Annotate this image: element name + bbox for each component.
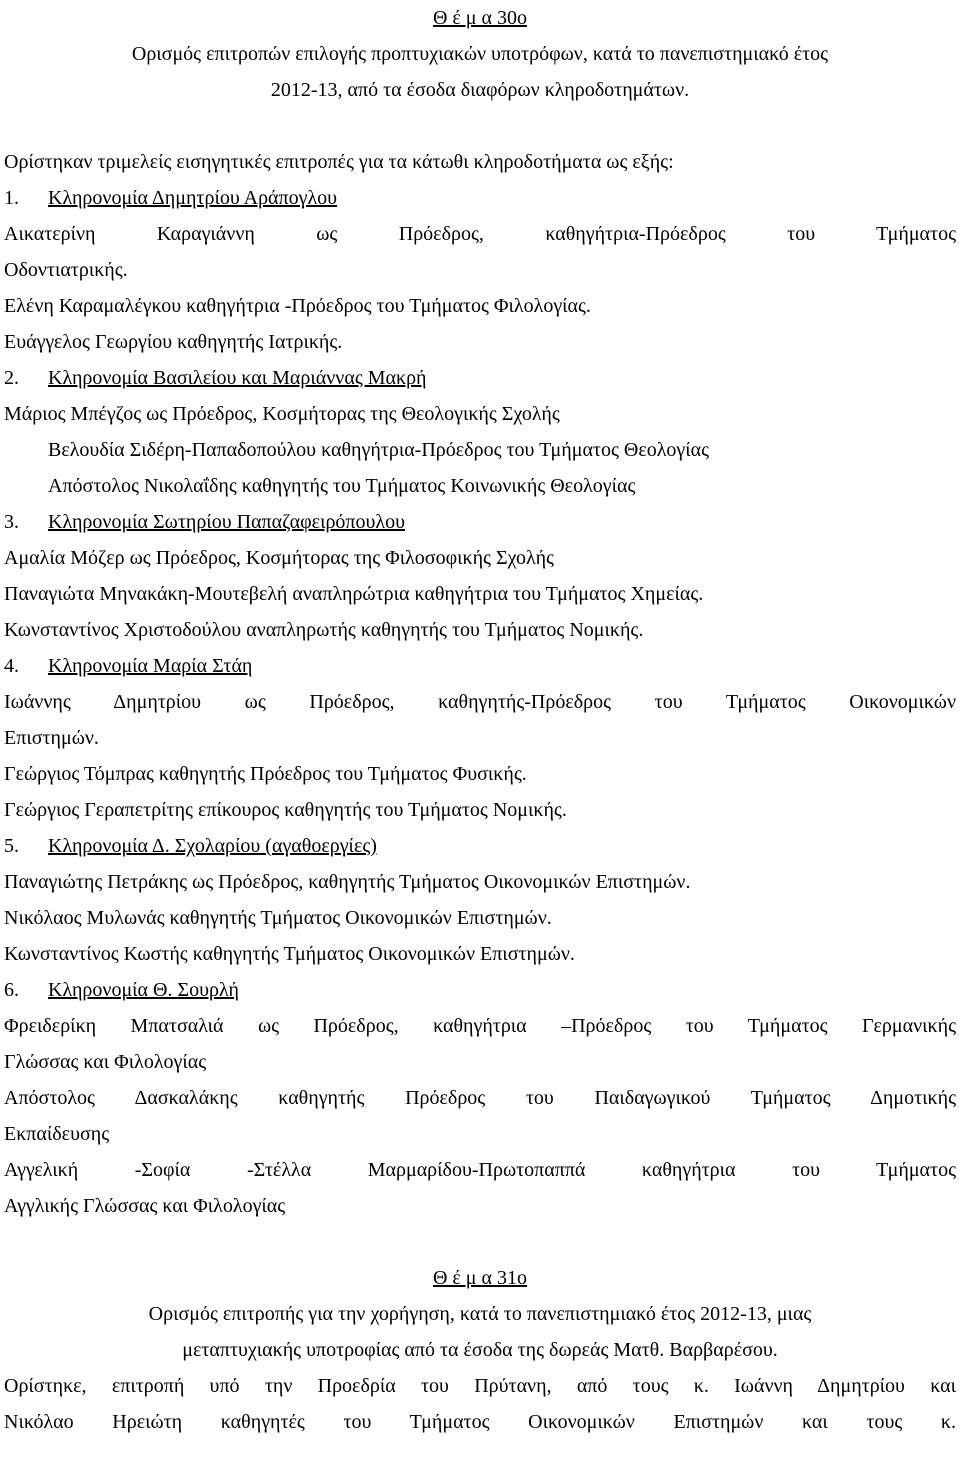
topic-30-heading: Θ έ μ α 30ο bbox=[432, 7, 528, 29]
bequest-1-heading bbox=[4, 180, 956, 216]
bequest-1-number: 1. bbox=[4, 187, 19, 209]
topic-31-body-line-2: Νικόλαο Ηρειώτη καθηγητές του Τμήματος Οικονομικών Επιστημών και τους κ. bbox=[4, 1411, 956, 1433]
bequest-6-member-1: Φρειδερίκη Μπατσαλιά ως Πρόεδρος, καθηγήτρια –Πρόεδρος του Τμήματος Γερμανικής bbox=[4, 1015, 956, 1037]
bequest-6-member-3: Αγγελική -Σοφία -Στέλλα Μαρμαρίδου-Πρωτοπαππά καθηγήτρια του Τμήματος bbox=[4, 1159, 956, 1181]
bequest-4-member-3: Γεώργιος Γεραπετρίτης επίκουρος καθηγητής του Τμήματος Νομικής. bbox=[4, 799, 567, 821]
bequest-4-name: Κληρονομία Μαρία Στάη bbox=[48, 655, 253, 677]
bequest-1-member-1: Αικατερίνη Καραγιάννη ως Πρόεδρος, καθηγήτρια-Πρόεδρος του Τμήματος bbox=[4, 223, 956, 245]
bequest-1-member-2: Ελένη Καραμαλέγκου καθηγήτρια -Πρόεδρος του Τμήματος Φιλολογίας. bbox=[4, 295, 591, 317]
bequest-2-heading bbox=[4, 360, 956, 396]
bequest-5-member-2: Νικόλαος Μυλωνάς καθηγητής Τμήματος Οικονομικών Επιστημών. bbox=[4, 907, 552, 929]
bequest-4-heading bbox=[4, 648, 956, 684]
bequest-6-member-1-cont: Γλώσσας και Φιλολογίας bbox=[4, 1051, 207, 1073]
bequest-1-member-1-cont: Οδοντιατρικής. bbox=[4, 259, 128, 281]
bequest-2-member-2: Βελουδία Σιδέρη-Παπαδοπούλου καθηγήτρια-Πρόεδρος του Τμήματος Θεολογίας bbox=[48, 439, 710, 461]
bequest-3-member-1: Αμαλία Μόζερ ως Πρόεδρος, Κοσμήτορας της Φιλοσοφικής Σχολής bbox=[4, 547, 554, 569]
topic-30-title-line-1: Ορισμός επιτροπών επιλογής προπτυχιακών υποτρόφων, κατά το πανεπιστημιακό έτος bbox=[131, 43, 829, 65]
bequest-6-member-3-cont: Αγγλικής Γλώσσας και Φιλολογίας bbox=[4, 1195, 286, 1217]
topic-31-title-line-1: Ορισμός επιτροπής για την χορήγηση, κατά το πανεπιστημιακό έτος 2012-13, μιας bbox=[148, 1303, 812, 1325]
bequest-2-name: Κληρονομία Βασιλείου και Μαριάννας Μακρή bbox=[48, 367, 427, 389]
bequest-5-member-1: Παναγιώτης Πετράκης ως Πρόεδρος, καθηγητής Τμήματος Οικονομικών Επιστημών. bbox=[4, 871, 691, 893]
topic-31-body-line-1: Ορίστηκε, επιτροπή υπό την Προεδρία του Πρύτανη, από τους κ. Ιωάννη Δημητρίου και bbox=[4, 1375, 956, 1397]
topic-30-title-line-2: 2012-13, από τα έσοδα διαφόρων κληροδοτημάτων. bbox=[270, 79, 690, 101]
bequest-4-member-2: Γεώργιος Τόμπρας καθηγητής Πρόεδρος του Τμήματος Φυσικής. bbox=[4, 763, 527, 785]
bequest-4-member-1: Ιωάννης Δημητρίου ως Πρόεδρος, καθηγητής-Πρόεδρος του Τμήματος Οικονομικών bbox=[4, 691, 956, 713]
topic-31-title-line-2: μεταπτυχιακής υποτροφίας από τα έσοδα της δωρεάς Ματθ. Βαρβαρέσου. bbox=[182, 1339, 778, 1361]
bequest-5-member-3: Κωνσταντίνος Κωστής καθηγητής Τμήματος Οικονομικών Επιστημών. bbox=[4, 943, 575, 965]
bequest-6-member-2-cont: Εκπαίδευσης bbox=[4, 1123, 110, 1145]
bequest-3-member-2: Παναγιώτα Μηνακάκη-Μουτεβελή αναπληρώτρια καθηγήτρια του Τμήματος Χημείας. bbox=[4, 583, 704, 605]
bequest-1-member-3: Ευάγγελος Γεωργίου καθηγητής Ιατρικής. bbox=[4, 331, 343, 353]
bequest-5-heading bbox=[4, 828, 956, 864]
bequest-5-number: 5. bbox=[4, 835, 19, 857]
bequest-5-name: Κληρονομία Δ. Σχολαρίου (αγαθοεργίες) bbox=[48, 835, 377, 857]
bequest-6-member-2: Απόστολος Δασκαλάκης καθηγητής Πρόεδρος του Παιδαγωγικού Τμήματος Δημοτικής bbox=[4, 1087, 956, 1109]
topic-30-intro: Ορίστηκαν τριμελείς εισηγητικές επιτροπές για τα κάτωθι κληροδοτήματα ως εξής: bbox=[4, 151, 674, 173]
bequest-4-number: 4. bbox=[4, 655, 19, 677]
spacer bbox=[4, 1224, 956, 1260]
topic-31-heading: Θ έ μ α 31ο bbox=[432, 1267, 528, 1289]
bequest-2-member-1: Μάριος Μπέγζος ως Πρόεδρος, Κοσμήτορας της Θεολογικής Σχολής bbox=[4, 403, 560, 425]
bequest-6-number: 6. bbox=[4, 979, 19, 1001]
bequest-3-name: Κληρονομία Σωτηρίου Παπαζαφειρόπουλου bbox=[48, 511, 406, 533]
bequest-3-heading bbox=[4, 504, 956, 540]
bequest-6-name: Κληρονομία Θ. Σουρλή bbox=[48, 979, 239, 1001]
spacer bbox=[4, 108, 956, 144]
bequest-2-number: 2. bbox=[4, 367, 19, 389]
bequest-4-member-1-cont: Επιστημών. bbox=[4, 727, 99, 749]
bequest-1-name: Κληρονομία Δημητρίου Αράπογλου bbox=[48, 187, 338, 209]
bequest-3-member-3: Κωνσταντίνος Χριστοδούλου αναπληρωτής καθηγητής του Τμήματος Νομικής. bbox=[4, 619, 644, 641]
bequest-2-member-3: Απόστολος Νικολαΐδης καθηγητής του Τμήματος Κοινωνικής Θεολογίας bbox=[48, 475, 636, 497]
bequest-3-number: 3. bbox=[4, 511, 19, 533]
bequest-6-heading bbox=[4, 972, 956, 1008]
